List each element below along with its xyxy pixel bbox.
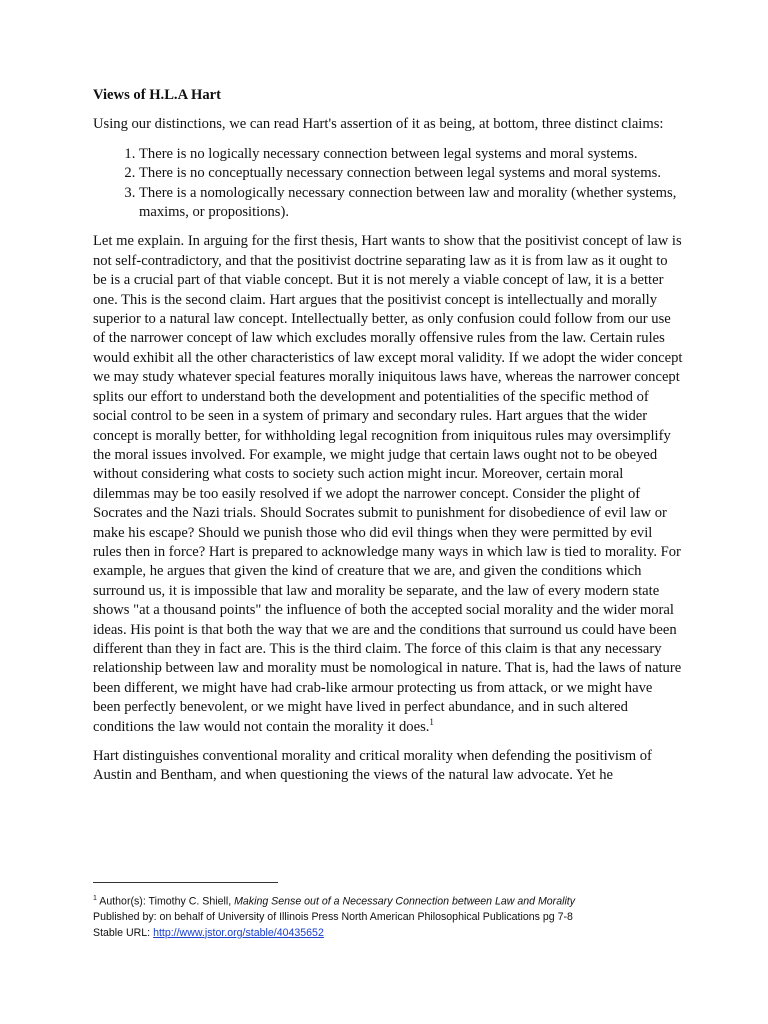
claims-list [93, 145, 683, 223]
footnote-line-2: Published by: on behalf of University of Illinois Press North American Philosophical Publications pg 7-8 [93, 911, 573, 924]
footnote-reference[interactable]: 1 [429, 716, 434, 727]
footnote-author: Author(s): Timothy C. Shiell, [96, 895, 235, 908]
document-body [93, 86, 683, 796]
footnote-number: 1 [93, 895, 97, 902]
claim-item: 3. There is a nomologically necessary connection between law and morality (whether systems, maxims, or propositions). [139, 184, 683, 223]
body-paragraph-1-text: Let me explain. In arguing for the first thesis, Hart wants to show that the positivist concept of law is not self-contradictory, and that the positivist doctrine separating law as it is from law as it ought to be is a crucial part of that viable concept. But it is not merely a viable concept of law, it is a better one. This is the second claim. Hart argues that the positivist concept is intellectually and morally superior to a natural law concept. Intellectually better, as only confusion could follow from our use of the narrower concept of law which excludes morally offensive rules from the law. Certain rules would exhibit all the other characteristics of law except moral validity. If we adopt the wider concept we may study whatever special features morally iniquitous laws have, whereas the narrower concept splits our effort to understand both the development and potentialities of the specific method of social control to be seen in a system of primary and secondary rules. Hart argues that the wider concept is morally better, for withholding legal recognition from iniquitous rules may oversimplify the moral issues involved. For example, we might judge that certain laws ought not to be obeyed without considering what costs to society such action might incur. Moreover, certain moral dilemmas may be too easily resolved if we adopt the narrower concept. Consider the plight of Socrates and the Nazi trials. Should Socrates submit to punishment for disobedience of evil law or make his escape? Should we punish those who did evil things when they were permitted by evil rules then in force? Hart is prepared to acknowledge many ways in which law is tied to morality. For example, he argues that given the kind of creature that we are, and given the conditions which surround us, it is impossible that law and morality be separate, and the law of every modern state shows "at a thousand points" the influence of both the accepted social morality and the wider moral ideas. His point is that both the way that we are and the conditions that surround us could have been different than they in fact are. This is the third claim. The force of this claim is that any necessary relationship between law and morality must be nomological in nature. That is, had the laws of nature been different, we might have had crab-like armour protecting us from attack, or we might have been perfectly benevolent, or we might have lived in perfect abundance, and in such altered conditions the law would not contain the morality it does. [93, 233, 683, 735]
footnote-section [93, 882, 693, 941]
body-paragraph-1 [93, 232, 683, 737]
body-paragraph-2: Hart distinguishes conventional morality and critical morality when defending the positivism of Austin and Bentham, and when questioning the views of the natural law advocate. Yet he [93, 748, 652, 784]
footnote-line-3 [93, 926, 693, 942]
footnote-line-1 [93, 891, 693, 910]
footnote-url-link[interactable]: http://www.jstor.org/stable/40435652 [153, 926, 324, 939]
claim-item: 2. There is no conceptually necessary connection between legal systems and moral systems. [139, 164, 683, 183]
footnote-divider [93, 882, 278, 883]
claim-item: 1. There is no logically necessary connection between legal systems and moral systems. [139, 145, 683, 164]
intro-paragraph: Using our distinctions, we can read Hart's assertion of it as being, at bottom, three distinct claims: [93, 116, 664, 133]
document-title: Views of H.L.A Hart [93, 87, 221, 103]
footnote-url-label: Stable URL: [93, 926, 154, 939]
footnote-article-title: Making Sense out of a Necessary Connection between Law and Morality [234, 895, 576, 908]
